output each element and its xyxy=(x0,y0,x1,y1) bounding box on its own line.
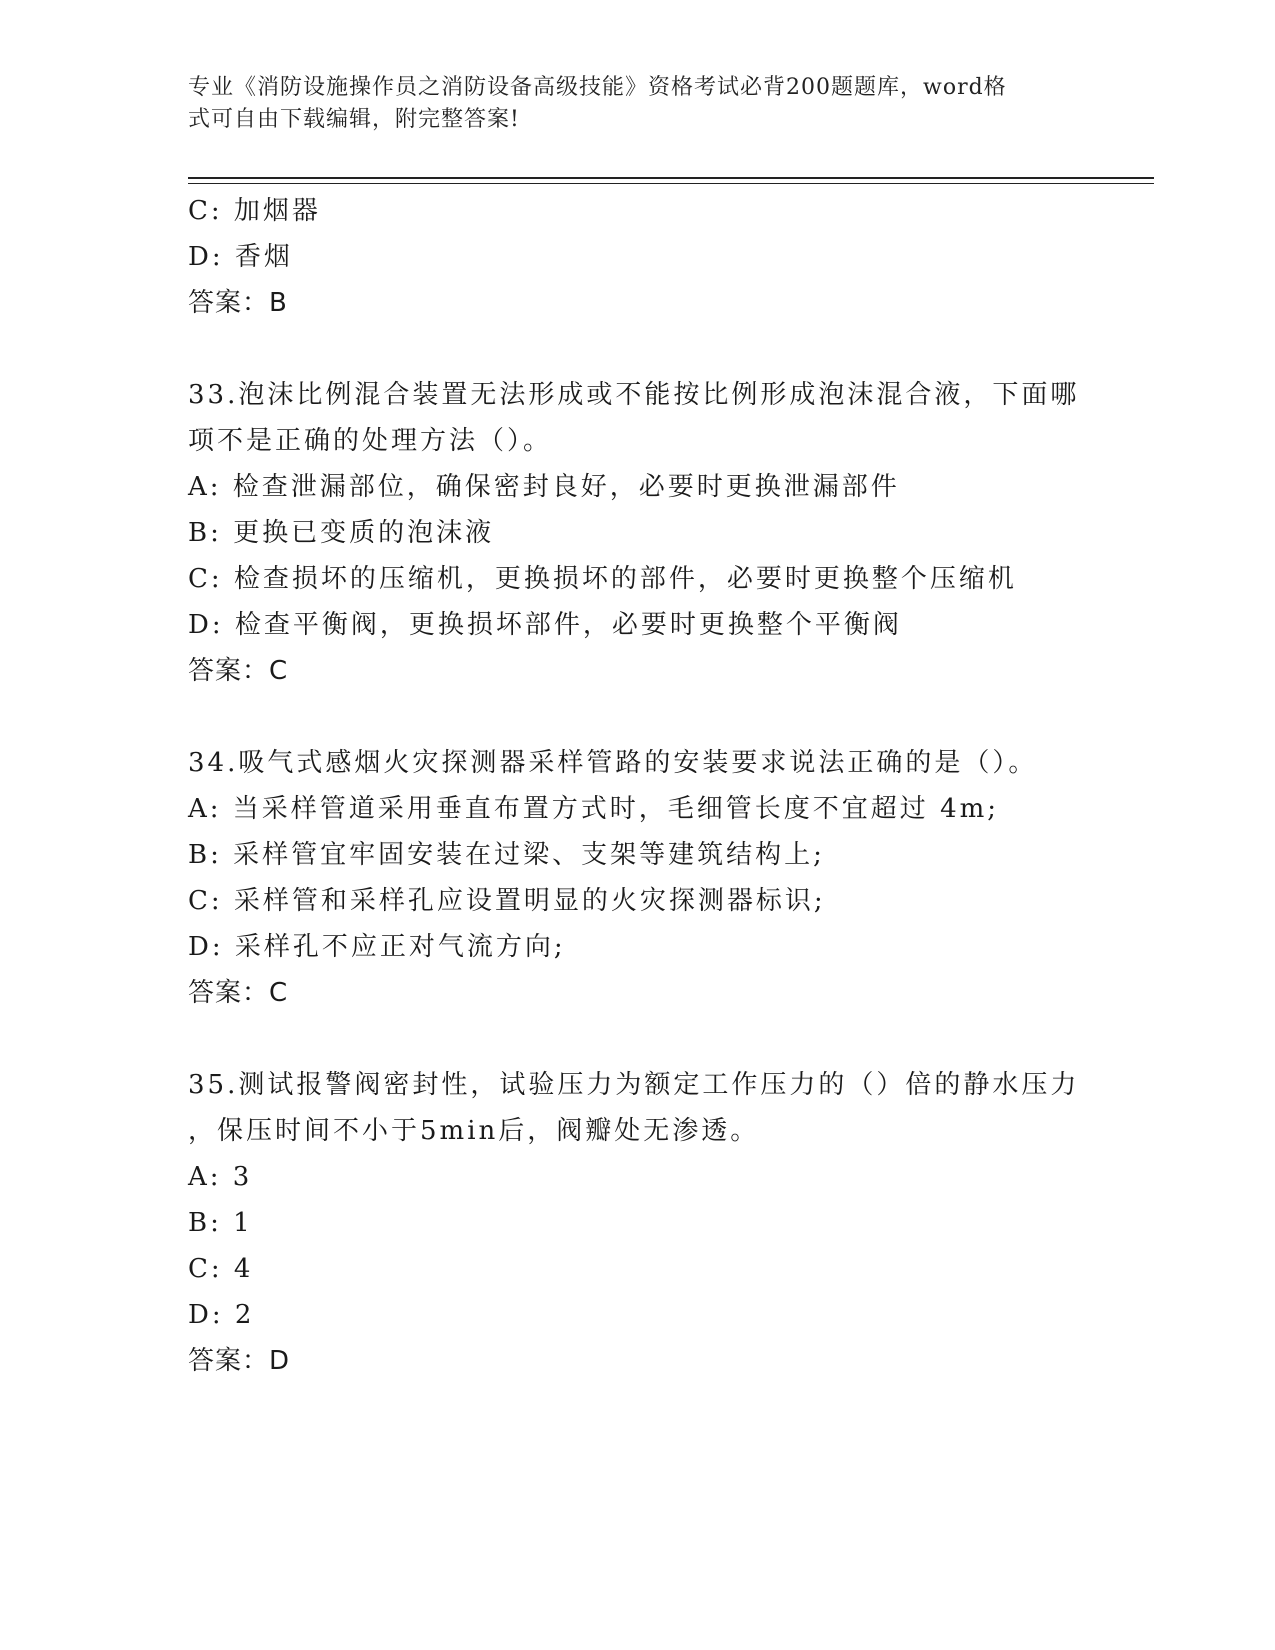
question-stem-line-1: 35.测试报警阀密封性，试验压力为额定工作压力的（）倍的静水压力 xyxy=(188,1070,1080,1100)
option-a: A: 检查泄漏部位，确保密封良好，必要时更换泄漏部件 xyxy=(188,472,900,502)
header-divider-thin xyxy=(188,183,1154,184)
header-divider-thick xyxy=(188,177,1154,179)
question-block-32 xyxy=(188,188,1088,326)
question-stem-line-1: 33.泡沫比例混合装置无法形成或不能按比例形成泡沫混合液，下面哪 xyxy=(188,380,1080,410)
header-line-1: 专业《消防设施操作员之消防设备高级技能》资格考试必背200题题库，word格 xyxy=(188,75,1007,100)
option-d: D: 检查平衡阀，更换损坏部件，必要时更换整个平衡阀 xyxy=(188,610,902,640)
question-stem-line-2: 项不是正确的处理方法（）。 xyxy=(188,426,553,456)
question-block-34 xyxy=(188,740,1088,1016)
option-d: D: 香烟 xyxy=(188,242,293,272)
document-body xyxy=(188,188,1088,1384)
option-d: D: 2 xyxy=(188,1300,255,1330)
answer-line: 答案：B xyxy=(188,288,288,318)
option-a: A: 3 xyxy=(188,1162,253,1192)
question-block-33 xyxy=(188,372,1088,694)
answer-line: 答案：D xyxy=(188,1346,291,1376)
option-b: B: 采样管宜牢固安装在过梁、支架等建筑结构上; xyxy=(188,840,825,870)
option-c: C: 加烟器 xyxy=(188,196,321,226)
option-c: C: 检查损坏的压缩机，更换损坏的部件，必要时更换整个压缩机 xyxy=(188,564,1017,594)
header-line-2: 式可自由下载编辑，附完整答案! xyxy=(188,107,520,132)
question-block-35 xyxy=(188,1062,1088,1384)
question-stem-line-2: ，保压时间不小于5min后，阀瓣处无渗透。 xyxy=(188,1116,760,1146)
option-d: D: 采样孔不应正对气流方向; xyxy=(188,932,566,962)
spacer xyxy=(188,1016,1088,1062)
option-c: C: 采样管和采样孔应设置明显的火灾探测器标识; xyxy=(188,886,826,916)
answer-line: 答案：C xyxy=(188,656,289,686)
spacer xyxy=(188,326,1088,372)
option-b: B: 更换已变质的泡沫液 xyxy=(188,518,495,548)
document-header xyxy=(188,72,1068,136)
answer-line: 答案：C xyxy=(188,978,289,1008)
option-b: B: 1 xyxy=(188,1208,253,1238)
option-a: A: 当采样管道采用垂直布置方式时，毛细管长度不宜超过 4m; xyxy=(188,794,1000,824)
question-stem-line-1: 34.吸气式感烟火灾探测器采样管路的安装要求说法正确的是（）。 xyxy=(188,748,1038,778)
spacer xyxy=(188,694,1088,740)
option-c: C: 4 xyxy=(188,1254,254,1284)
